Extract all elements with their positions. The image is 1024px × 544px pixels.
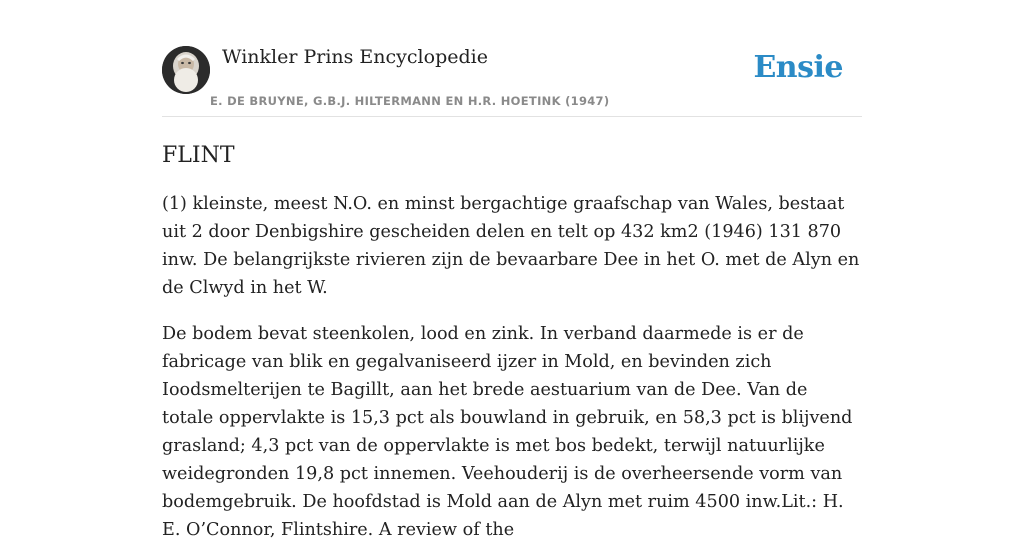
header <box>162 0 862 117</box>
article-paragraph: De bodem bevat steenkolen, lood en zink. In verband daarmede is er de fabricage van blik en gegalvaniseerd ijzer in Mold, en bevinden zich Ioodsmelterijen te Bagillt, aan het brede aestuarium van de Dee. Van de totale oppervlakte is 15,3 pct als bouwland in gebruik, en 58,3 pct is blijvend grasland; 4,3 pct van de oppervlakte is met bos bedekt, terwijl natuurlijke weidegronden 19,8 pct innemen. Veehouderij is de overheersende vorm van bodemgebruik. De hoofdstad is Mold aan de Alyn met ruim 4500 inw.Lit.: H. E. O’Connor, Flintshire. A review of the <box>162 324 853 540</box>
entry-title: FLINT <box>162 143 235 168</box>
portrait-icon <box>162 46 210 94</box>
author-avatar[interactable] <box>162 46 210 94</box>
page <box>162 0 862 544</box>
article-paragraph: (1) kleinste, meest N.O. en minst bergachtige graafschap van Wales, bestaat uit 2 door Denbigshire gescheiden delen en telt op 432 km2 (1946) 131 870 inw. De belangrijkste rivieren zijn de bevaarbare Dee in het O. met de Alyn en de Clwyd in het W. <box>162 194 860 298</box>
brand-logo[interactable]: Ensie <box>753 50 843 85</box>
site-title[interactable]: Winkler Prins Encyclopedie <box>222 46 488 68</box>
authors-line: E. DE BRUYNE, G.B.J. HILTERMANN EN H.R. HOETINK (1947) <box>210 94 610 108</box>
